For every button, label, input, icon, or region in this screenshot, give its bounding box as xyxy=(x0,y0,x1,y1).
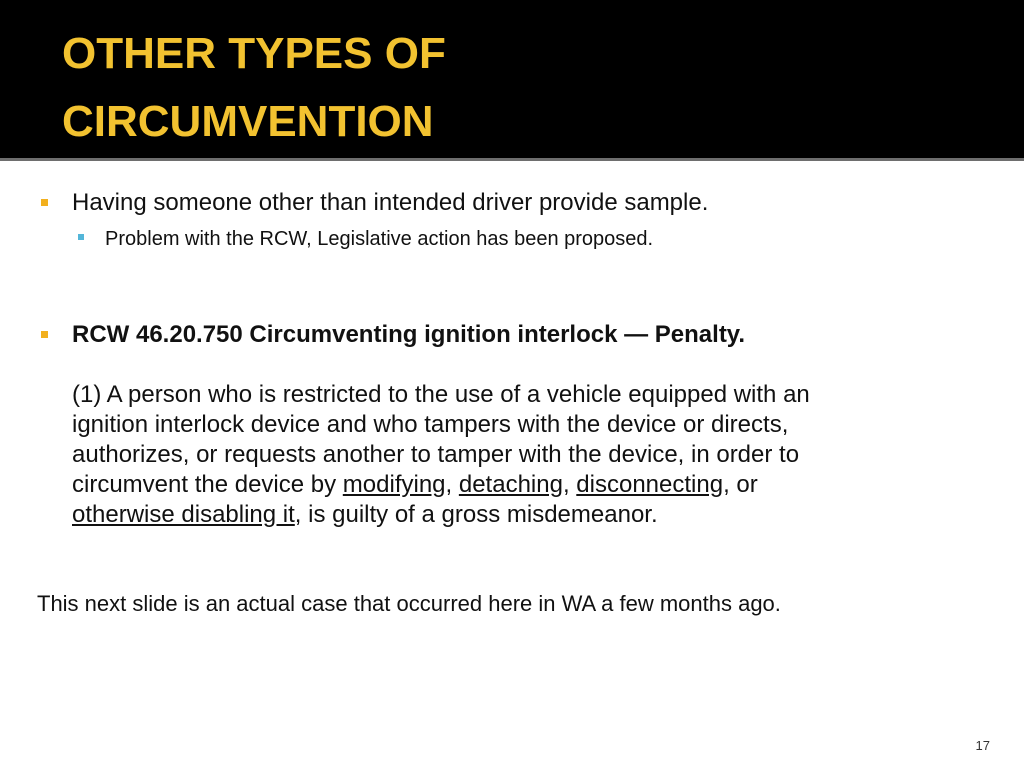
statute-heading: RCW 46.20.750 Circumventing ignition interlock — Penalty. xyxy=(72,321,746,348)
bullet-marker xyxy=(41,331,48,338)
statute-line: ignition interlock device and who tampers with the device or directs, xyxy=(72,411,789,438)
separator: , xyxy=(562,471,577,498)
title-divider xyxy=(0,158,1024,161)
separator: , xyxy=(445,471,459,498)
statute-text: , or xyxy=(723,471,758,498)
underlined-term-modifying: modifying xyxy=(342,471,446,498)
statute-line xyxy=(72,500,658,530)
sub-bullet-marker xyxy=(78,234,84,240)
slide-title-line-1: OTHER TYPES OF xyxy=(62,29,446,78)
page-number: 17 xyxy=(975,738,990,753)
underlined-term-otherwise-disabling: otherwise disabling it xyxy=(72,501,295,528)
closing-note: This next slide is an actual case that occurred here in WA a few months ago. xyxy=(37,591,781,616)
bullet-marker xyxy=(41,199,48,206)
underlined-term-disconnecting: disconnecting xyxy=(576,471,724,498)
statute-text: circumvent the device by xyxy=(72,471,343,498)
bullet-text: Having someone other than intended driver provide sample. xyxy=(72,189,709,216)
slide-title-line-2: CIRCUMVENTION xyxy=(62,97,434,146)
sub-bullet-text: Problem with the RCW, Legislative action has been proposed. xyxy=(105,228,654,250)
statute-line: (1) A person who is restricted to the use of a vehicle equipped with an xyxy=(72,381,810,408)
underlined-term-detaching: detaching xyxy=(458,471,563,498)
statute-line xyxy=(72,470,758,500)
statute-line: authorizes, or requests another to tamper with the device, in order to xyxy=(72,441,800,468)
statute-text: , is guilty of a gross misdemeanor. xyxy=(294,501,658,528)
